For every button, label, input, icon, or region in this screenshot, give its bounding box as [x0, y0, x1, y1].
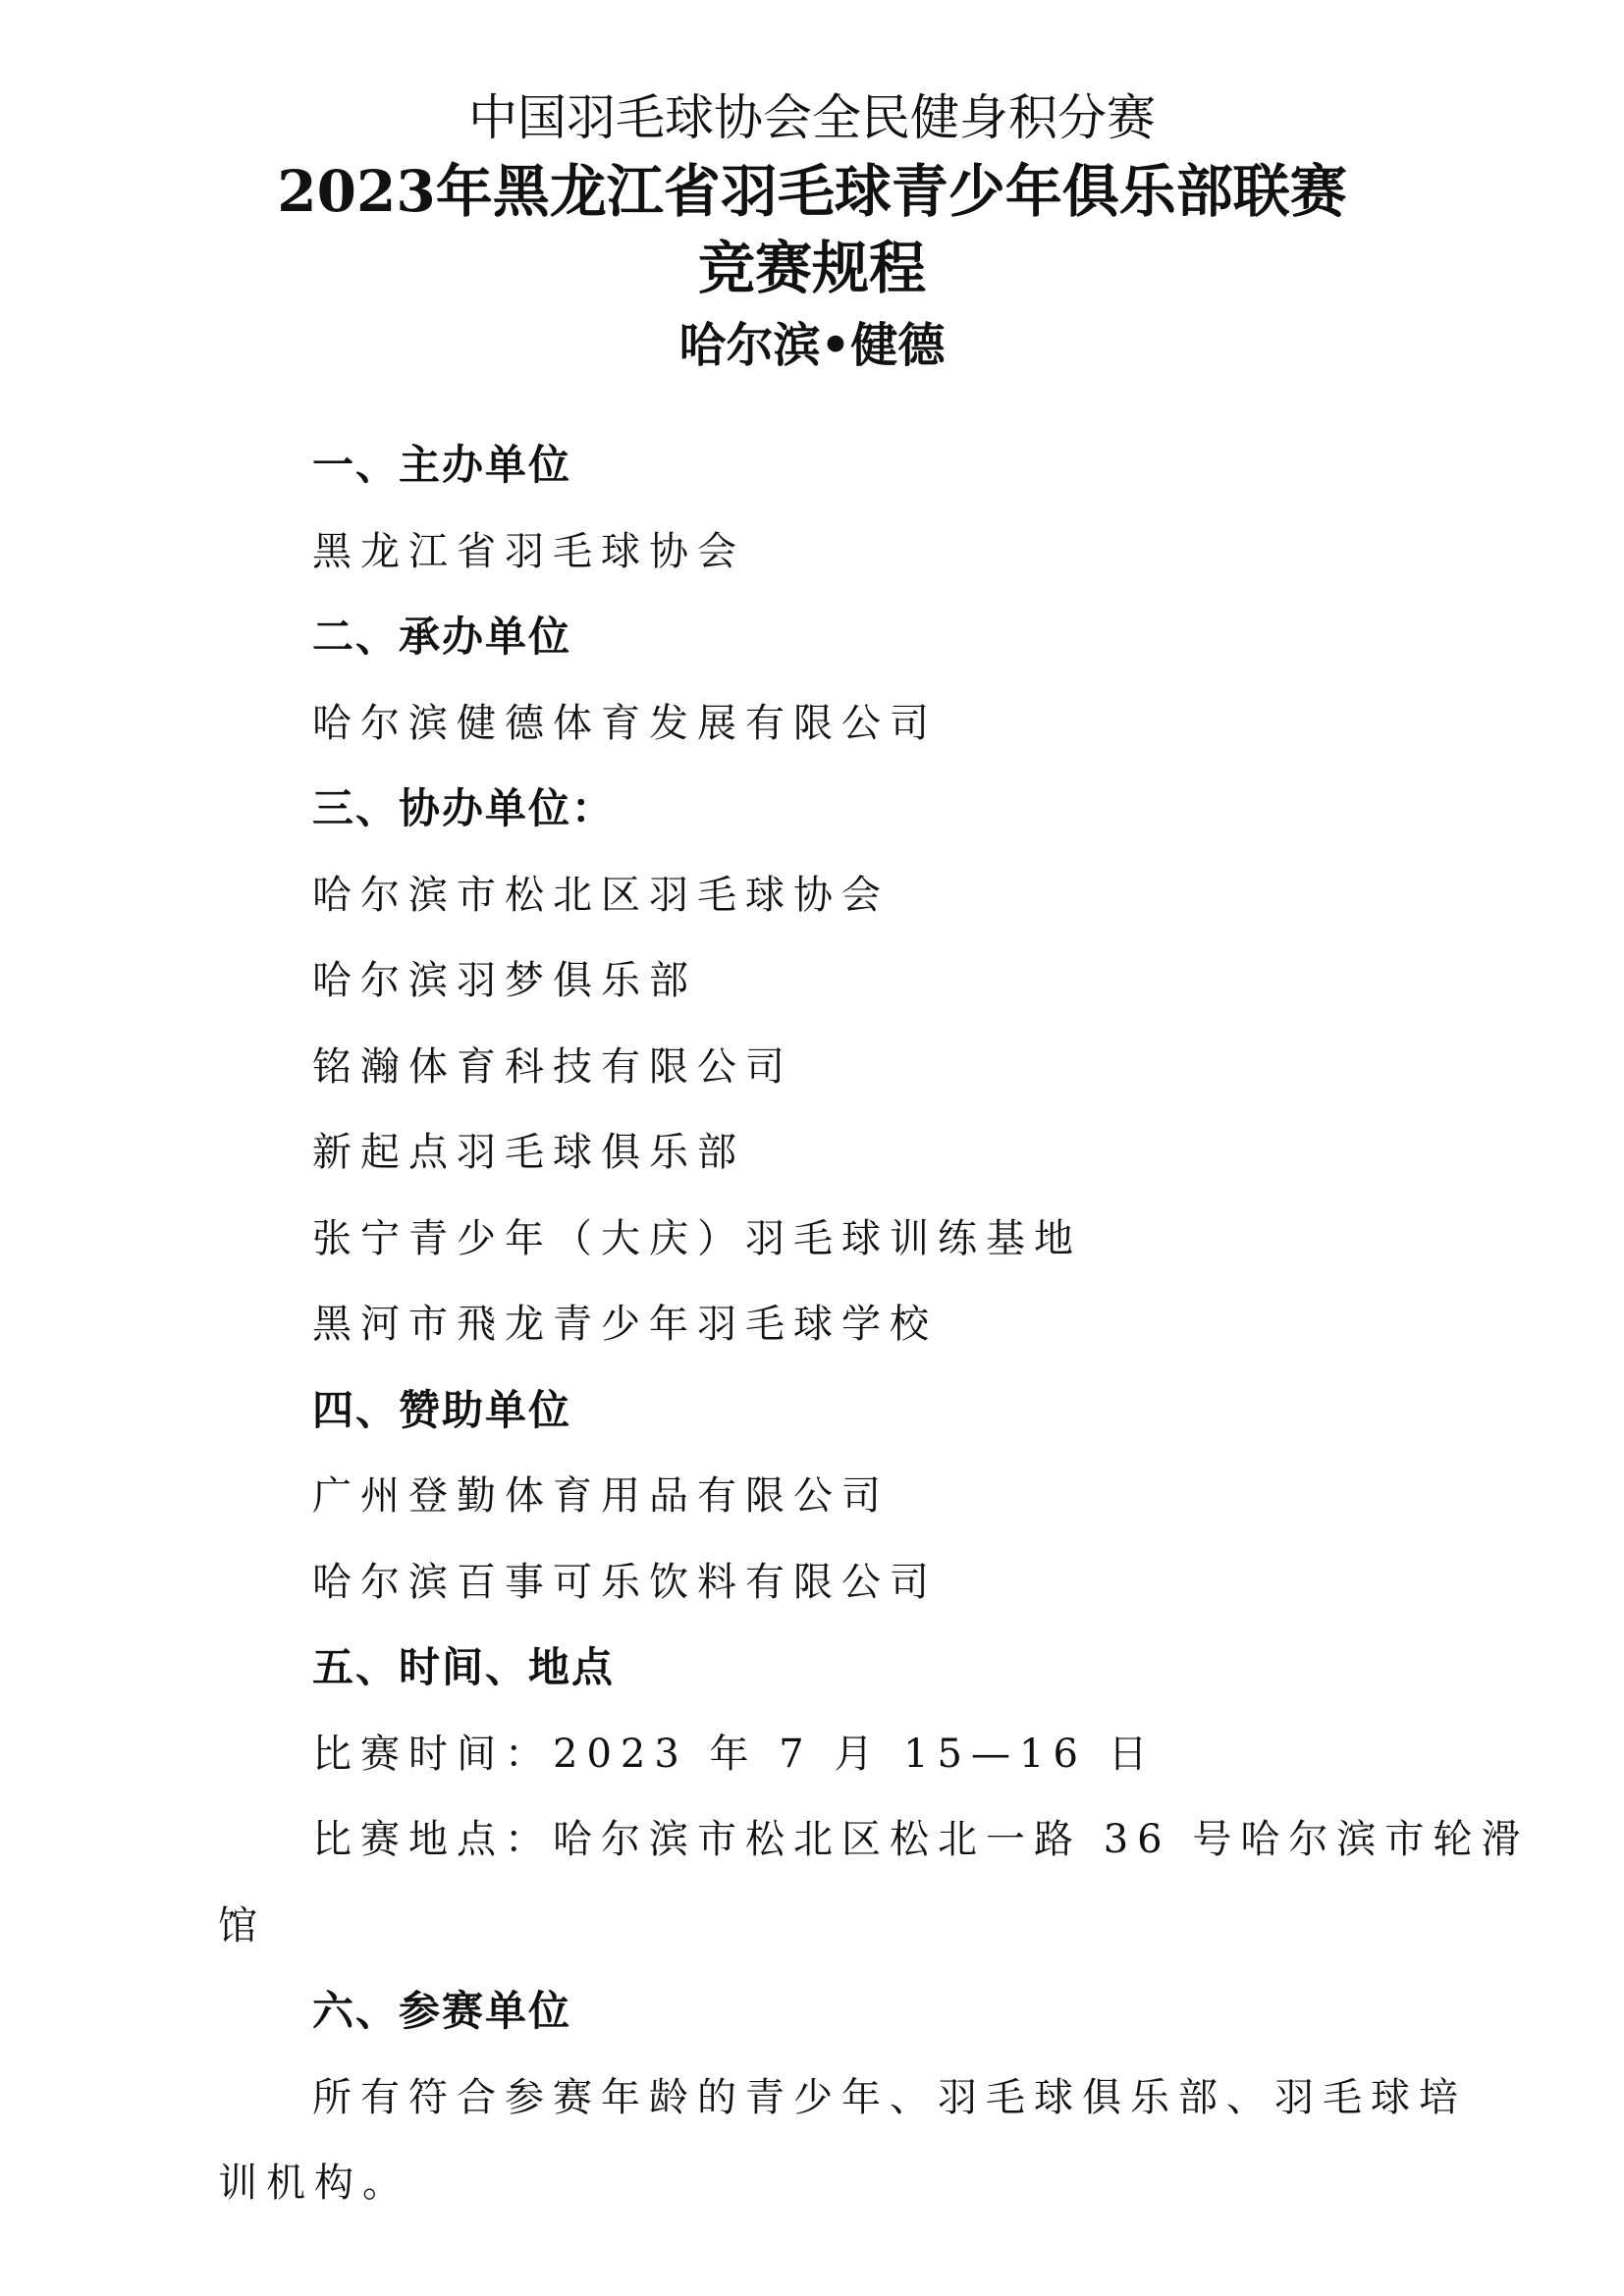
- section-heading-time-place: 五、时间、地点: [312, 1643, 616, 1691]
- section-heading-participants: 六、参赛单位: [312, 1987, 572, 2035]
- sponsor-item: 哈尔滨百事可乐饮料有限公司: [312, 1560, 938, 1605]
- section-heading-co-organizers: 三、协办单位：: [312, 784, 616, 832]
- event-time: 比赛时间：2023 年 7 月 15—16 日: [312, 1732, 1157, 1777]
- title-event-name: 2023年黑龙江省羽毛球青少年俱乐部联赛: [277, 158, 1347, 225]
- co-organizer-item: 张宁青少年（大庆）羽毛球训练基地: [312, 1216, 1082, 1261]
- title-organizer-line: 中国羽毛球协会全民健身积分赛: [468, 89, 1156, 146]
- title-location-host: 哈尔滨•健德: [678, 318, 946, 373]
- co-organizer-item: 黑河市飛龙青少年羽毛球学校: [312, 1302, 938, 1347]
- event-venue: 比赛地点：哈尔滨市松北区松北一路 36 号哈尔滨市轮滑: [312, 1817, 1530, 1862]
- section-heading-host: 一、主办单位: [312, 441, 572, 489]
- participants-text-continued: 训机构。: [218, 2161, 410, 2206]
- host-org: 黑龙江省羽毛球协会: [312, 529, 745, 574]
- title-document-type: 竞赛规程: [697, 235, 926, 301]
- sponsor-item: 广州登勤体育用品有限公司: [312, 1473, 890, 1519]
- organizer-org: 哈尔滨健德体育发展有限公司: [312, 701, 938, 746]
- co-organizer-item: 哈尔滨市松北区羽毛球协会: [312, 873, 890, 918]
- event-venue-continued: 馆: [218, 1903, 266, 1949]
- section-heading-organizer: 二、承办单位: [312, 613, 572, 661]
- participants-text: 所有符合参赛年龄的青少年、羽毛球俱乐部、羽毛球培: [312, 2075, 1467, 2120]
- co-organizer-item: 新起点羽毛球俱乐部: [312, 1130, 745, 1175]
- section-heading-sponsors: 四、赞助单位: [312, 1386, 572, 1434]
- co-organizer-item: 哈尔滨羽梦俱乐部: [312, 958, 697, 1003]
- co-organizer-item: 铭瀚体育科技有限公司: [312, 1044, 793, 1090]
